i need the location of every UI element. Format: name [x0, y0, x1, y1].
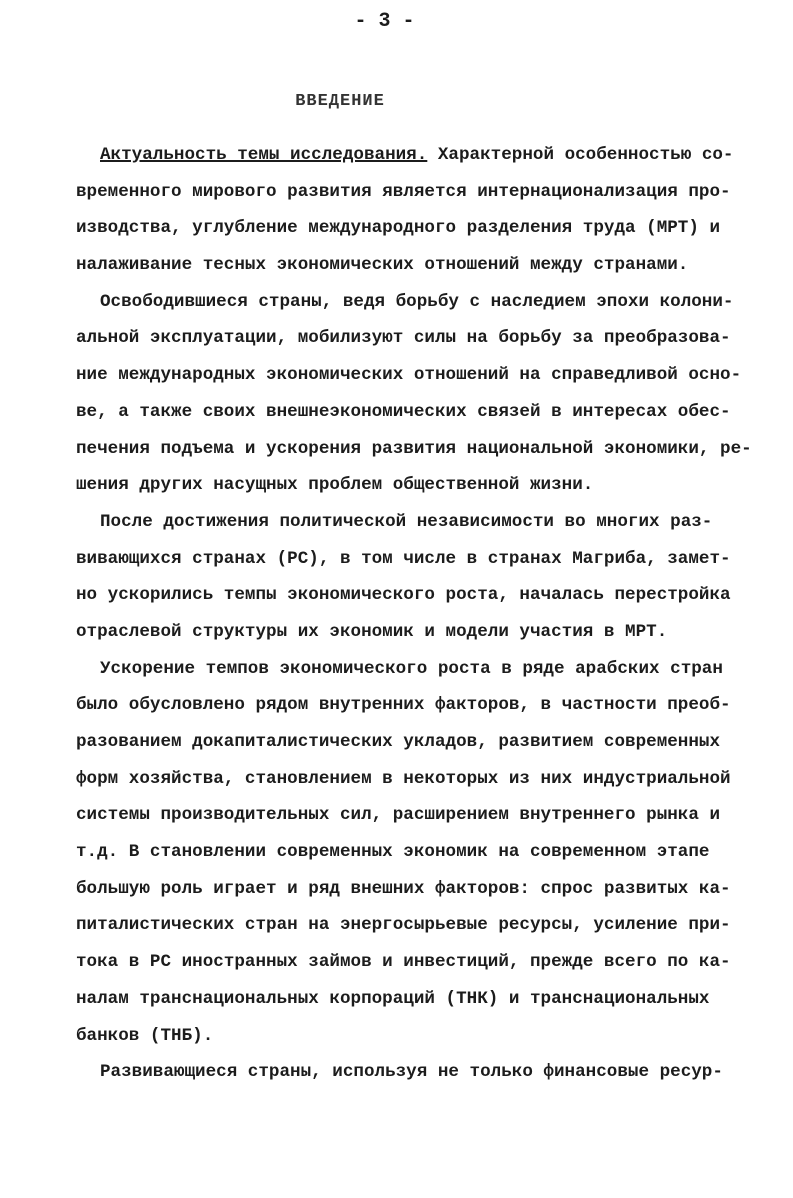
text-line: но ускорились темпы экономического роста, началась перестройка	[76, 585, 731, 606]
text-line: Ускорение темпов экономического роста в ряде арабских стран	[100, 658, 723, 679]
text-line: большую роль играет и ряд внешних факторов: спрос развитых ка-	[76, 878, 731, 899]
text-run: Характерной особенностью со-	[427, 145, 734, 165]
text-line: временного мирового развития является интернационализация про-	[76, 181, 731, 202]
text-line: системы производительных сил, расширением внутреннего рынка и	[76, 805, 721, 826]
text-line: банков (ТНБ).	[76, 1025, 214, 1046]
text-line: альной эксплуатации, мобилизуют силы на борьбу за преобразова-	[76, 328, 731, 349]
text-line: шения других насущных проблем общественной жизни.	[76, 475, 594, 496]
text-line: вивающихся странах (РС), в том числе в странах Магриба, замет-	[76, 548, 731, 569]
text-line: форм хозяйства, становлением в некоторых из них индустриальной	[76, 768, 731, 789]
text-line: Развивающиеся страны, используя не только финансовые ресур-	[100, 1062, 723, 1083]
text-line: ве, а также своих внешнеэкономических связей в интересах обес-	[76, 401, 731, 422]
text-line: После достижения политической независимости во многих раз-	[100, 511, 713, 532]
heading-run: Актуальность темы исследования.	[100, 145, 428, 165]
text-line: налаживание тесных экономических отношений между странами.	[76, 255, 689, 276]
text-line: было обусловлено рядом внутренних факторов, в частности преоб-	[76, 695, 731, 716]
text-line: изводства, углубление международного разделения труда (МРТ) и	[76, 218, 721, 239]
document-body	[76, 137, 776, 1091]
text-line: ние международных экономических отношений на справедливой осно-	[76, 365, 742, 386]
text-line: налам транснациональных корпораций (ТНК) и транснациональных	[76, 988, 710, 1009]
text-line: разованием докапиталистических укладов, развитием современных	[76, 732, 721, 752]
section-title: ВВЕДЕНИЕ	[295, 92, 385, 111]
text-line: питалистических стран на энергосырьевые ресурсы, усиление при-	[76, 915, 731, 936]
page-number: - 3 -	[354, 10, 415, 33]
text-line: тока в РС иностранных займов и инвестиций, прежде всего по ка-	[76, 952, 731, 973]
text-line: т.д. В становлении современных экономик на современном этапе	[76, 842, 710, 863]
text-line: отраслевой структуры их экономик и модели участия в МРТ.	[76, 621, 668, 642]
text-line: Освободившиеся страны, ведя борьбу с наследием эпохи колони-	[100, 291, 734, 312]
text-line	[76, 137, 776, 174]
text-line: печения подъема и ускорения развития национальной экономики, ре-	[76, 438, 752, 459]
